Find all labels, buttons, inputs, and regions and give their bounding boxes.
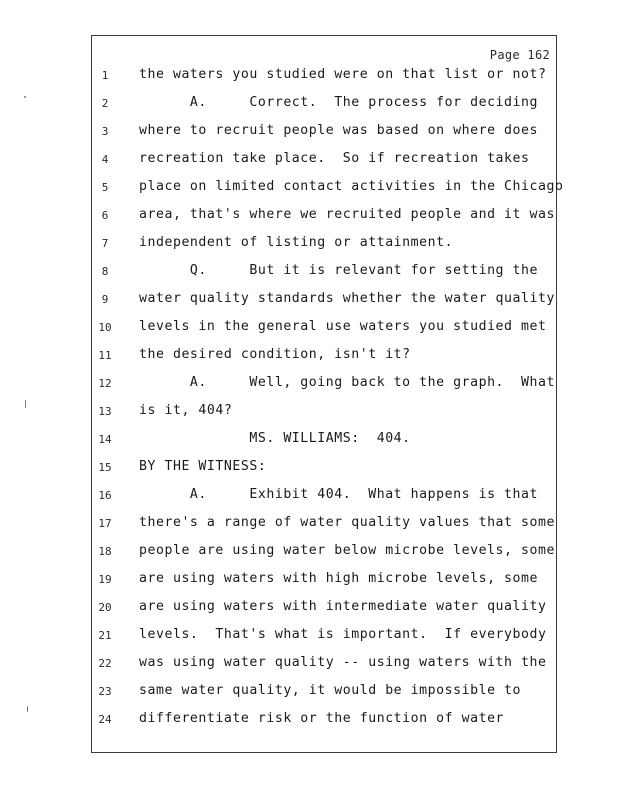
scan-speck bbox=[25, 400, 26, 408]
transcript-line bbox=[0, 347, 618, 367]
line-text: where to recruit people was based on where does bbox=[139, 123, 539, 138]
transcript-line bbox=[0, 319, 618, 339]
transcript-line bbox=[0, 263, 618, 283]
line-text: A. Well, going back to the graph. What bbox=[139, 375, 555, 390]
line-text: are using waters with high microbe levels, some bbox=[139, 571, 539, 586]
line-number: 20 bbox=[98, 601, 112, 614]
transcript-line bbox=[0, 627, 618, 647]
line-number: 13 bbox=[98, 405, 112, 418]
transcript-line bbox=[0, 487, 618, 507]
line-number: 18 bbox=[98, 545, 112, 558]
line-text: is it, 404? bbox=[139, 403, 233, 418]
line-number: 1 bbox=[101, 69, 109, 82]
transcript-line bbox=[0, 123, 618, 143]
line-text: A. Correct. The process for deciding bbox=[139, 95, 539, 110]
transcript-line bbox=[0, 683, 618, 703]
line-text: there's a range of water quality values that some bbox=[139, 515, 555, 530]
line-number: 21 bbox=[98, 629, 112, 642]
scan-speck bbox=[24, 96, 26, 98]
transcript-line bbox=[0, 515, 618, 535]
page-number: Page 162 bbox=[489, 48, 550, 62]
line-number: 6 bbox=[101, 209, 109, 222]
line-text: levels. That's what is important. If everybody bbox=[139, 627, 547, 642]
line-number: 16 bbox=[98, 489, 112, 502]
transcript-line bbox=[0, 403, 618, 423]
line-text: the desired condition, isn't it? bbox=[139, 347, 411, 362]
line-number: 4 bbox=[101, 153, 109, 166]
transcript-line bbox=[0, 711, 618, 731]
line-number: 5 bbox=[101, 181, 109, 194]
line-number: 22 bbox=[98, 657, 112, 670]
line-text: recreation take place. So if recreation takes bbox=[139, 151, 530, 166]
scan-speck bbox=[27, 706, 28, 712]
transcript-line bbox=[0, 431, 618, 451]
transcript-line bbox=[0, 291, 618, 311]
line-text: people are using water below microbe levels, some bbox=[139, 543, 555, 558]
line-number: 17 bbox=[98, 517, 112, 530]
line-number: 12 bbox=[98, 377, 112, 390]
line-number: 23 bbox=[98, 685, 112, 698]
line-number: 3 bbox=[101, 125, 109, 138]
line-number: 15 bbox=[98, 461, 112, 474]
line-text: MS. WILLIAMS: 404. bbox=[139, 431, 411, 446]
transcript-line bbox=[0, 207, 618, 227]
transcript-line bbox=[0, 151, 618, 171]
line-text: place on limited contact activities in the Chicago bbox=[139, 179, 564, 194]
transcript-line bbox=[0, 95, 618, 115]
line-text: area, that's where we recruited people and it was bbox=[139, 207, 555, 222]
line-text: differentiate risk or the function of water bbox=[139, 711, 505, 726]
line-number: 14 bbox=[98, 433, 112, 446]
transcript-line bbox=[0, 599, 618, 619]
transcript-line bbox=[0, 375, 618, 395]
line-number: 9 bbox=[101, 293, 109, 306]
transcript-line bbox=[0, 179, 618, 199]
line-text: levels in the general use waters you studied met bbox=[139, 319, 547, 334]
line-number: 10 bbox=[98, 321, 112, 334]
line-number: 8 bbox=[101, 265, 109, 278]
transcript-line bbox=[0, 67, 618, 87]
line-text: water quality standards whether the water quality bbox=[139, 291, 555, 306]
line-number: 2 bbox=[101, 97, 109, 110]
transcript-line bbox=[0, 459, 618, 479]
line-text: A. Exhibit 404. What happens is that bbox=[139, 487, 539, 502]
line-text: BY THE WITNESS: bbox=[139, 459, 267, 474]
line-number: 19 bbox=[98, 573, 112, 586]
transcript-line bbox=[0, 655, 618, 675]
line-number: 24 bbox=[98, 713, 112, 726]
transcript-line bbox=[0, 571, 618, 591]
line-text: the waters you studied were on that list or not? bbox=[139, 67, 547, 82]
line-text: independent of listing or attainment. bbox=[139, 235, 454, 250]
line-number: 7 bbox=[101, 237, 109, 250]
line-text: was using water quality -- using waters with the bbox=[139, 655, 547, 670]
transcript-line bbox=[0, 235, 618, 255]
transcript-line bbox=[0, 543, 618, 563]
line-text: Q. But it is relevant for setting the bbox=[139, 263, 539, 278]
line-text: are using waters with intermediate water quality bbox=[139, 599, 547, 614]
line-text: same water quality, it would be impossible to bbox=[139, 683, 522, 698]
line-number: 11 bbox=[98, 349, 112, 362]
